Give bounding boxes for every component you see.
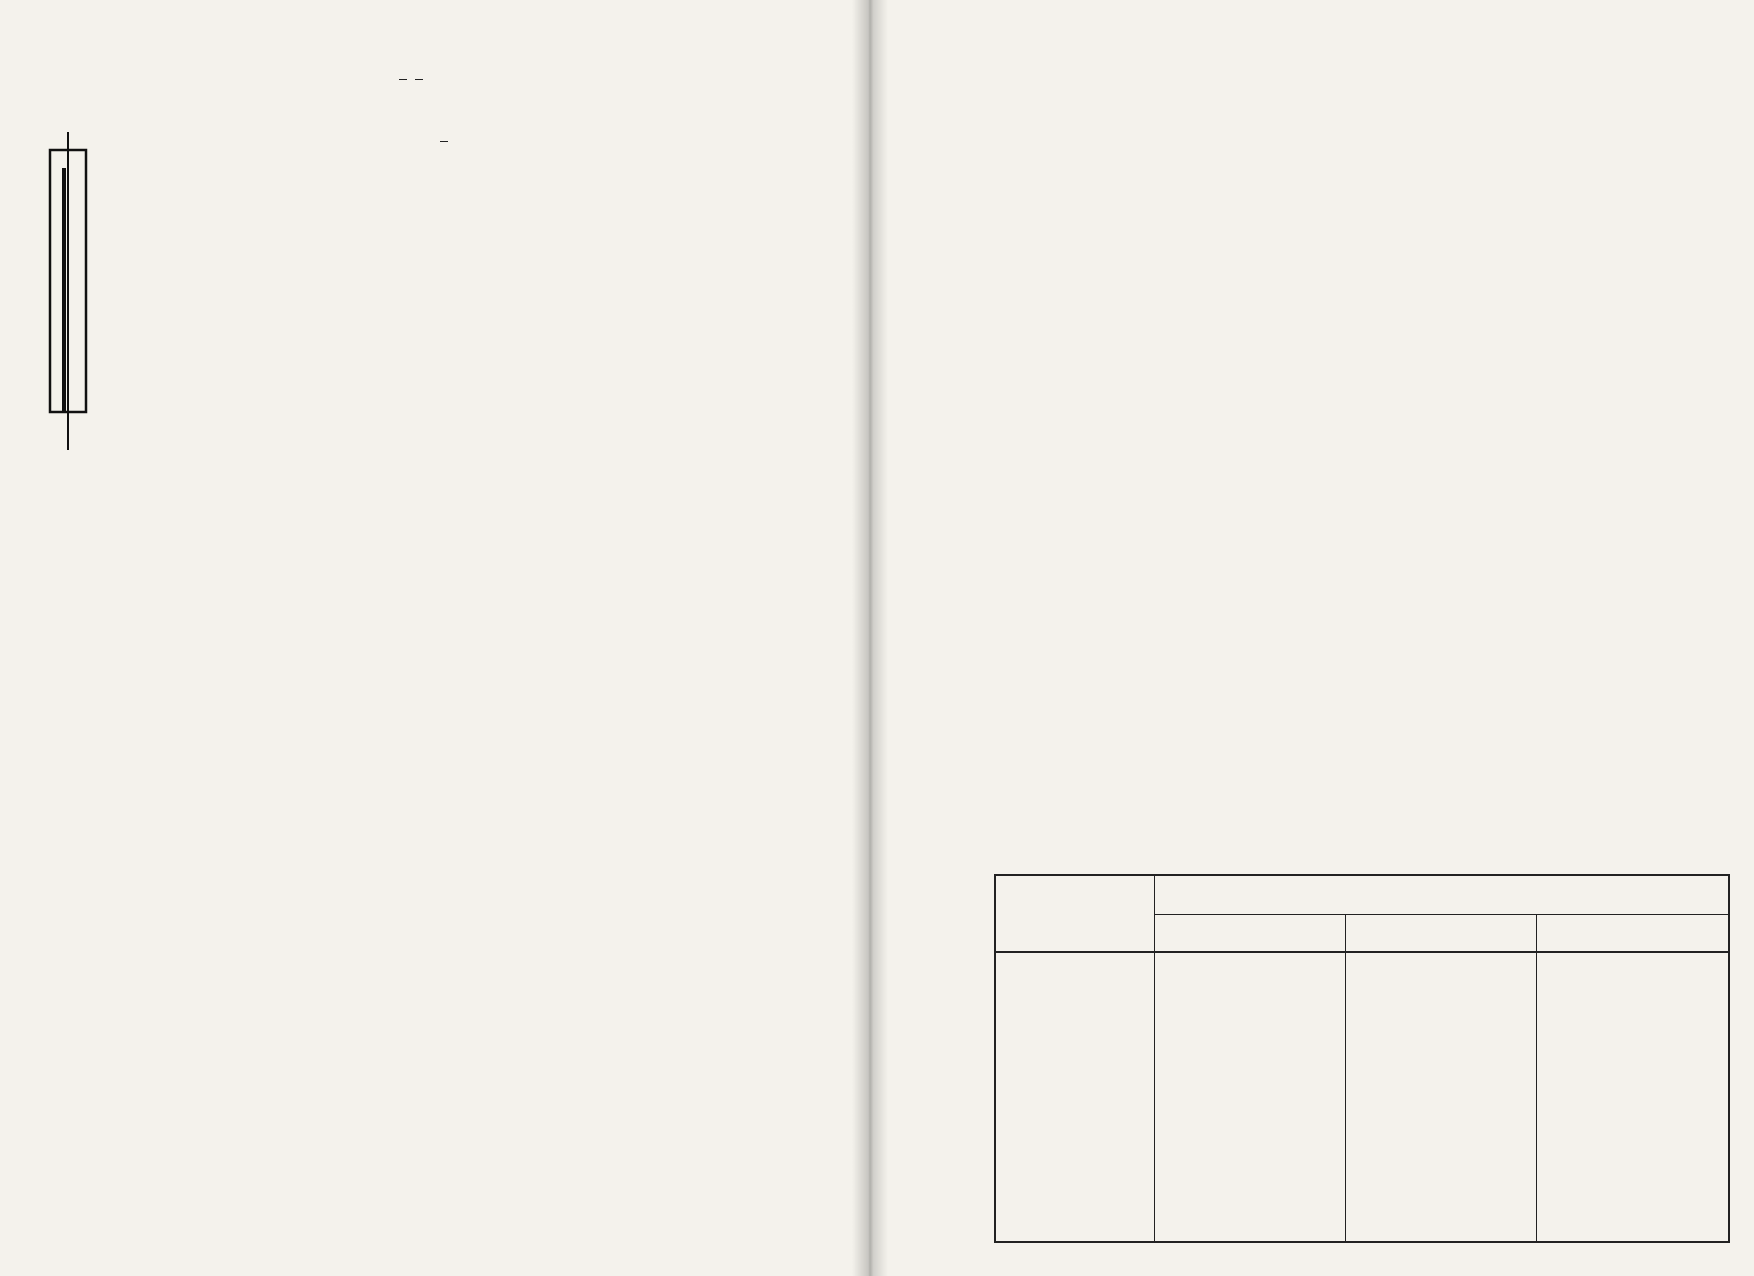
book-gutter-shadow: [852, 0, 888, 1276]
right-page: [868, 0, 1754, 1276]
fraction: [399, 79, 407, 80]
t-values-cell: [995, 952, 1155, 1242]
column-header-n2: [1537, 915, 1729, 953]
wrap-text: [102, 110, 786, 172]
equation-2: [102, 110, 786, 172]
column-group-header: [1155, 875, 1730, 915]
figure-wrap-area: [36, 110, 786, 172]
fraction: [440, 141, 448, 142]
numerator: [440, 141, 448, 142]
table-row: [995, 952, 1729, 1242]
deviation-table: [994, 874, 1730, 1243]
column-header-h2: [1346, 915, 1537, 953]
left-page: [0, 0, 868, 1276]
numerator: [399, 79, 407, 80]
equation-1: [36, 48, 786, 110]
column-header-he: [1155, 915, 1346, 953]
column-header-spacer: [995, 915, 1155, 953]
left-text-block: [36, 48, 786, 194]
n2-values-cell: [1537, 952, 1729, 1242]
he-values-cell: [1155, 952, 1346, 1242]
numerator: [415, 79, 423, 80]
column-header-t: [995, 875, 1155, 915]
h2-values-cell: [1346, 952, 1537, 1242]
fraction: [415, 79, 423, 80]
